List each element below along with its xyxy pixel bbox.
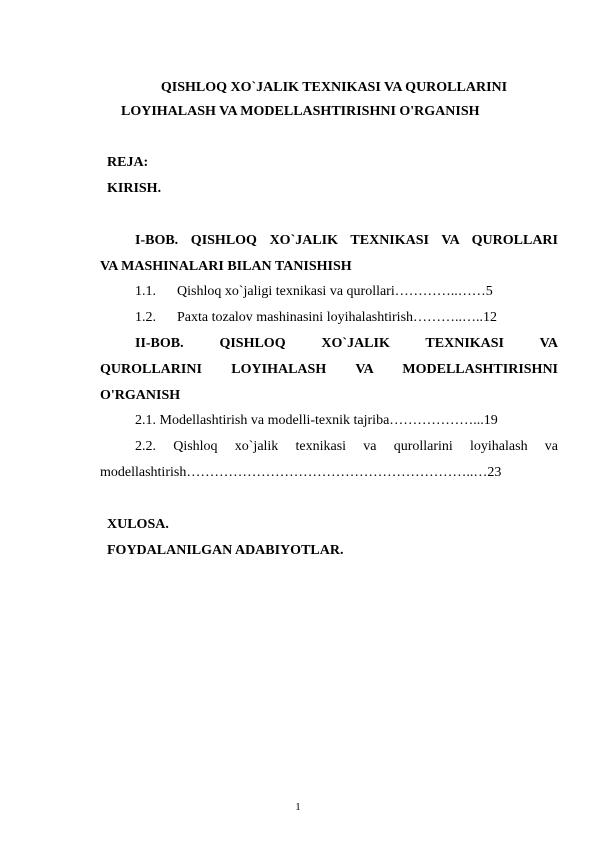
xulosa-heading: XULOSA. — [107, 517, 169, 532]
toc-item-2-1: 2.1. Modellashtirish va modelli-texnik tajriba………………...19 — [135, 413, 498, 428]
reja-heading: REJA: — [107, 155, 149, 170]
toc-item-text: Qishloq xo`jaligi texnikasi va qurollari…………..……5 — [177, 284, 493, 299]
foydalanilgan-heading: FOYDALANILGAN ADABIYOTLAR. — [107, 543, 344, 558]
toc-item-1-2 — [135, 308, 497, 328]
chapter-2-heading-line-3: O'RGANISH — [100, 388, 181, 403]
document-title-line-2: LOYIHALASH VA MODELLASHTIRISHNI O'RGANISH — [121, 104, 480, 119]
kirish-heading: KIRISH. — [107, 181, 162, 196]
toc-item-number: 1.2. — [135, 310, 156, 325]
toc-item-2-2-line-1: 2.2. Qishloq xo`jalik texnikasi va qurollarini loyihalash va — [135, 439, 558, 454]
toc-item-number: 1.1. — [135, 284, 156, 299]
toc-item-2-2-line-2: modellashtirish……………………………………………………..…23 — [100, 465, 502, 480]
page-number: 1 — [295, 801, 301, 813]
chapter-2-heading-line-2: QUROLLARINI LOYIHALASH VA MODELLASHTIRISHNI — [100, 362, 558, 377]
toc-item-1-1 — [135, 282, 493, 302]
chapter-1-heading-line-1: I-BOB. QISHLOQ XO`JALIK TEXNIKASI VA QUROLLARI — [135, 233, 558, 248]
chapter-2-heading-line-1: II-BOB. QISHLOQ XO`JALIK TEXNIKASI VA — [135, 336, 558, 351]
document-title-line-1: QISHLOQ XO`JALIK TEXNIKASI VA QUROLLARINI — [160, 80, 508, 95]
chapter-1-heading-line-2: VA MASHINALARI BILAN TANISHISH — [100, 259, 352, 274]
toc-item-text: Paxta tozalov mashinasini loyihalashtirish………..…..12 — [177, 310, 498, 325]
